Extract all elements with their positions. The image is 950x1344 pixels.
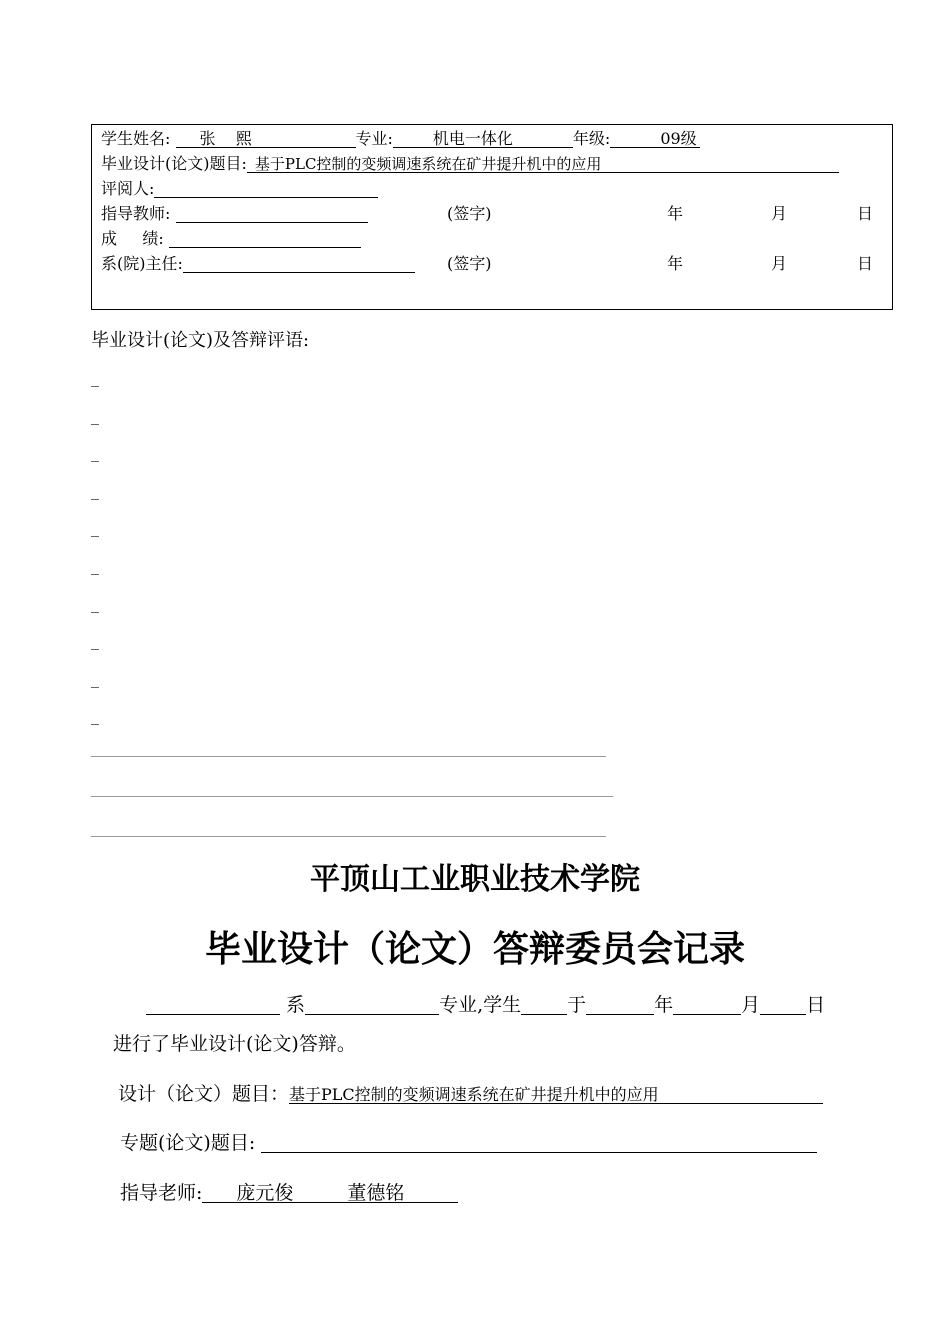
score-label: 成 绩: xyxy=(101,229,164,248)
comment-rule-1 xyxy=(91,756,606,757)
row-score xyxy=(101,229,361,251)
director-label: 系(院)主任: xyxy=(101,254,183,273)
row-director xyxy=(101,254,881,276)
record-day-label: 日 xyxy=(806,994,826,1016)
student-name-value: 张 熙 xyxy=(199,129,252,148)
comment-line-8[interactable]: _ xyxy=(91,631,99,650)
major-label: 专业: xyxy=(355,129,393,148)
topic-field[interactable] xyxy=(247,154,839,173)
record-line-2: 进行了毕业设计(论文)答辩。 xyxy=(113,1033,356,1055)
special-topic-row xyxy=(120,1131,817,1155)
director-month: 月 xyxy=(771,254,788,273)
comments-heading: 毕业设计(论文)及答辩评语: xyxy=(91,330,310,351)
dept-field[interactable] xyxy=(146,993,280,1015)
row-advisor xyxy=(101,204,881,226)
director-day: 日 xyxy=(857,254,874,273)
record-advisor-label: 指导老师: xyxy=(120,1182,203,1204)
record-topic-row xyxy=(118,1082,823,1106)
record-title: 毕业设计（论文）答辩委员会记录 xyxy=(204,929,745,970)
director-year: 年 xyxy=(667,254,684,273)
advisor-sign-label: (签字) xyxy=(447,204,492,223)
advisor-name-2: 董德铭 xyxy=(347,1182,405,1204)
student-info-box xyxy=(91,124,893,310)
advisor-month: 月 xyxy=(771,204,788,223)
student-name-field[interactable] xyxy=(176,129,356,148)
record-year-field[interactable] xyxy=(586,993,654,1015)
student-record-field[interactable] xyxy=(521,993,567,1015)
record-line-1 xyxy=(146,993,825,1017)
school-title: 平顶山工业职业技术学院 xyxy=(310,862,640,897)
advisor-day: 日 xyxy=(857,204,874,223)
dept-label: 系 xyxy=(286,994,306,1016)
comment-line-7[interactable]: _ xyxy=(91,594,99,613)
record-advisor-field[interactable] xyxy=(202,1181,458,1203)
special-topic-field[interactable] xyxy=(261,1131,817,1153)
director-sign-label: (签字) xyxy=(447,254,492,273)
row-reviewer xyxy=(101,179,378,201)
advisor-year: 年 xyxy=(667,204,684,223)
comment-line-6[interactable]: _ xyxy=(91,556,99,575)
comment-line-3[interactable]: _ xyxy=(91,443,99,462)
record-day-field[interactable] xyxy=(760,993,806,1015)
record-year-label: 年 xyxy=(654,994,674,1016)
reviewer-field[interactable] xyxy=(154,179,378,198)
reviewer-label: 评阅人: xyxy=(101,179,155,198)
record-month-field[interactable] xyxy=(673,993,741,1015)
major-value: 机电一体化 xyxy=(432,129,513,148)
comment-line-10[interactable]: _ xyxy=(91,706,99,725)
director-field[interactable] xyxy=(183,254,415,273)
comment-line-2[interactable]: _ xyxy=(91,406,99,425)
record-topic-label: 设计（论文）题目： xyxy=(118,1083,290,1105)
score-field[interactable] xyxy=(169,229,361,248)
topic-label: 毕业设计(论文)题目: xyxy=(101,154,247,173)
student-name-label: 学生姓名: xyxy=(101,129,171,148)
major-field[interactable] xyxy=(393,129,573,148)
record-topic-value: 基于PLC控制的变频调速系统在矿井提升机中的应用 xyxy=(289,1085,659,1104)
comment-line-1[interactable]: _ xyxy=(91,368,99,387)
comment-line-4[interactable]: _ xyxy=(91,481,99,500)
row-student xyxy=(101,129,700,151)
advisor-field[interactable] xyxy=(176,204,368,223)
advisor-label: 指导教师: xyxy=(101,204,171,223)
major-record-field[interactable] xyxy=(305,993,439,1015)
topic-value: 基于PLC控制的变频调速系统在矿井提升机中的应用 xyxy=(254,155,602,173)
comment-rule-2 xyxy=(91,796,613,797)
record-advisor-row xyxy=(120,1181,458,1205)
grade-label: 年级: xyxy=(572,129,611,148)
comment-line-9[interactable]: _ xyxy=(91,669,99,688)
at-label: 于 xyxy=(567,994,587,1016)
row-topic xyxy=(101,154,839,176)
special-topic-label: 专题(论文)题目: xyxy=(120,1132,256,1154)
record-month-label: 月 xyxy=(741,994,761,1016)
grade-field[interactable] xyxy=(610,129,700,148)
comment-line-5[interactable]: _ xyxy=(91,518,99,537)
grade-value: 09级 xyxy=(660,129,697,148)
major-student-label: 专业,学生 xyxy=(439,994,522,1016)
advisor-name-1: 庞元俊 xyxy=(236,1182,294,1204)
comment-rule-3 xyxy=(91,836,606,837)
record-topic-field[interactable] xyxy=(289,1082,823,1104)
